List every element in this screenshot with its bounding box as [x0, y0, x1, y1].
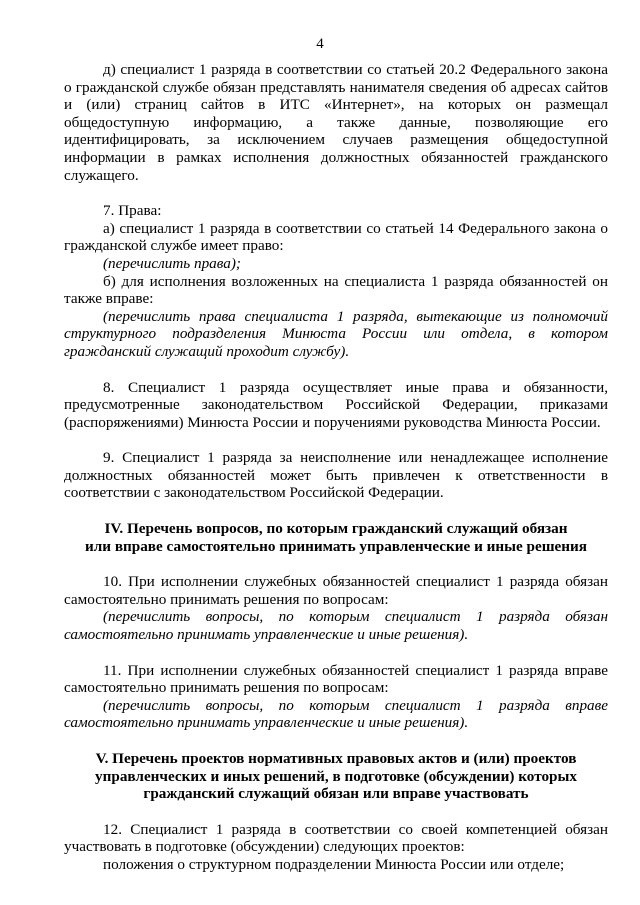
page-number: 4 — [316, 36, 324, 52]
paragraph-10-note: (перечислить вопросы, по которым специалист 1 разряда обязан самостоятельно принимать управленческие и иные решения). — [64, 608, 608, 644]
section-5-heading-line-2: управленческих и иных решений, в подготовке (обсуждении) которых — [95, 767, 577, 785]
paragraph-7b-note: (перечислить права специалиста 1 разряда, вытекающие из полномочий структурного подразделения Минюста России или отдела, в котором гражданский служащий проходит службу). — [64, 307, 608, 360]
paragraph-6d: д) специалист 1 разряда в соответствии со статьей 20.2 Федерального закона о гражданской службе обязан представлять нанимателя сведения об адресах сайтов и (или) страниц сайтов в ИТС «Интернет», на которых он размещал общедоступную информацию, а также данные, позволяющие его идентифицировать, за исключением случаев размещения общедоступной информации в рамках исполнения должностных обязанностей гражданского служащего. — [64, 61, 608, 184]
paragraph-7a: а) специалист 1 разряда в соответствии со статьей 14 Федерального закона о гражданской службе имеет право: — [64, 219, 608, 255]
paragraph-12-item: положения о структурном подразделении Минюста России или отделе; — [103, 855, 565, 873]
section-7-title: 7. Права: — [103, 202, 162, 220]
paragraph-12: 12. Специалист 1 разряда в соответствии со своей компетенцией обязан участвовать в подготовке (обсуждении) следующих проектов: — [64, 820, 608, 856]
page-content — [64, 61, 608, 874]
paragraph-9: 9. Специалист 1 разряда за неисполнение или ненадлежащее исполнение должностных обязанностей может быть привлечен к ответственности в соответствии с законодательством Российской Федерации. — [64, 449, 608, 502]
paragraph-10: 10. При исполнении служебных обязанностей специалист 1 разряда обязан самостоятельно принимать решения по вопросам: — [64, 573, 608, 608]
paragraph-7b: б) для исполнения возложенных на специалиста 1 разряда обязанностей он также вправе: — [64, 272, 608, 308]
paragraph-8: 8. Специалист 1 разряда осуществляет иные права и обязанности, предусмотренные законодательством Российской Федерации, приказами (распоряжениями) Минюста России и поручениями руководства Минюста России. — [64, 378, 608, 431]
paragraph-11-note: (перечислить вопросы, по которым специалист 1 разряда вправе самостоятельно принимать управленческие и иные решения). — [64, 696, 608, 732]
section-4-heading-line-2: или вправе самостоятельно принимать управленческие и иные решения — [85, 537, 587, 555]
paragraph-7a-note: (перечислить права); — [103, 254, 241, 272]
section-5-heading-line-3: гражданский служащий обязан или вправе участвовать — [143, 785, 529, 803]
paragraph-11: 11. При исполнении служебных обязанностей специалист 1 разряда вправе самостоятельно принимать решения по вопросам: — [64, 661, 608, 697]
section-5-heading-line-1: V. Перечень проектов нормативных правовых актов и (или) проектов — [95, 750, 577, 767]
section-4-heading-line-1: IV. Перечень вопросов, по которым гражданский служащий обязан — [104, 520, 568, 538]
